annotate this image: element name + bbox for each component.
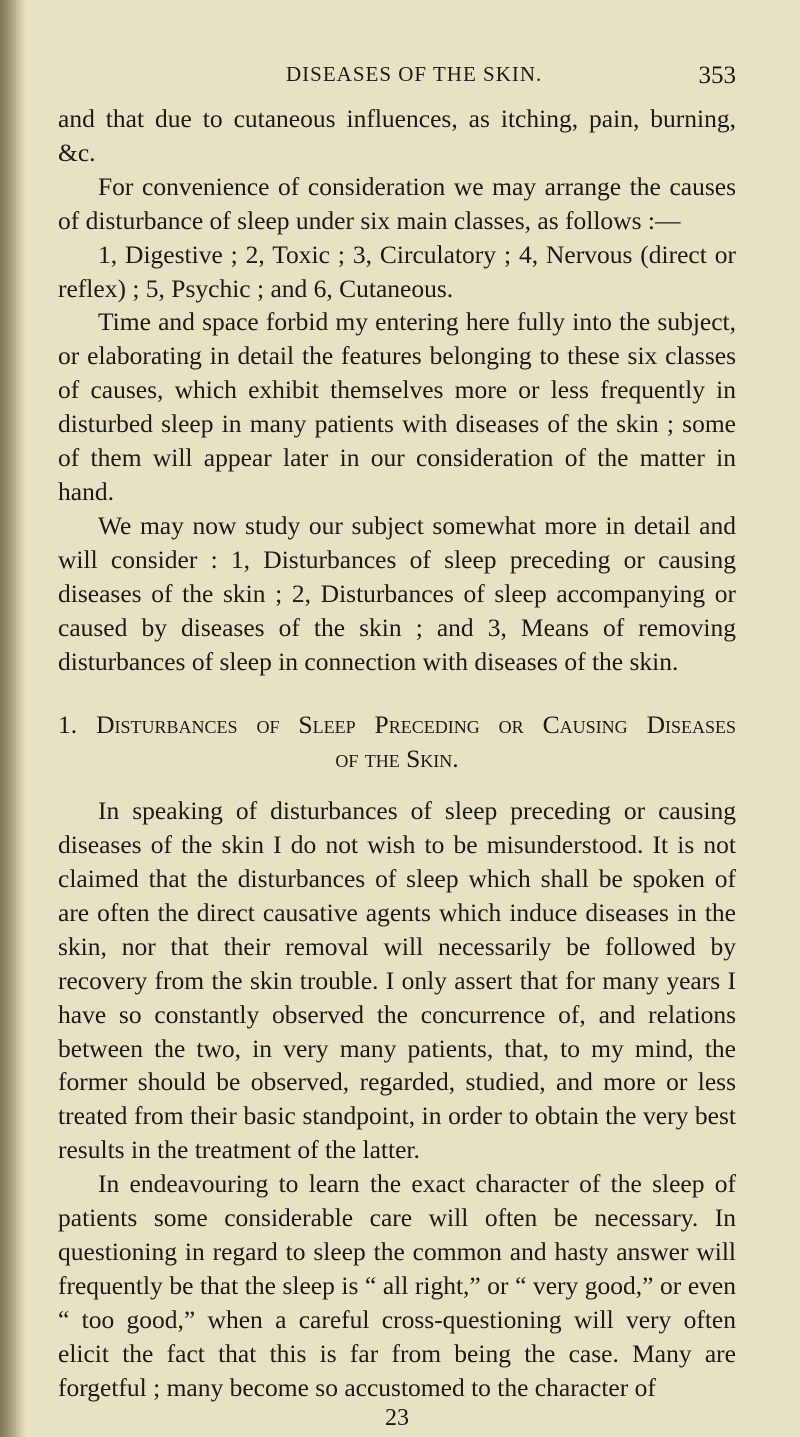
body-text-after bbox=[58, 794, 736, 1404]
paragraph: For convenience of consideration we may arrange the causes of disturbance of sleep under six main classes, as follows :— bbox=[58, 171, 736, 235]
running-title: DISEASES OF THE SKIN. bbox=[286, 62, 543, 86]
paragraph: In speaking of disturbances of sleep preceding or causing diseases of the skin I do not wish to be misunderstood. It is not claimed that the disturbances of sleep which shall be spoken of are often the direct causative agents which induce diseases in the skin, nor that their removal will necessarily be followed by recovery from the skin trouble. I only assert that for many years I have so constantly observed the concurrence of, and relations between the two, in very many patients, that, to my mind, the former should be observed, regarded, studied, and more or less treated from their basic standpoint, in order to obtain the very best results in the treatment of the latter. bbox=[58, 796, 736, 1165]
running-header bbox=[58, 62, 736, 102]
paragraph: Time and space forbid my entering here fully into the subject, or elaborating in detail the features belonging to these six classes of causes, which exhibit themselves more or less frequently in disturbed sleep in many patients with diseases of the skin ; some of them will appear later in our consideration of the matter in hand. bbox=[58, 307, 736, 506]
section-heading-line-2: of the Skin. bbox=[335, 744, 459, 774]
book-spine-shadow bbox=[0, 0, 26, 1437]
section-heading-line-1: 1. Disturbances of Sleep Preceding or Causing Diseases bbox=[58, 710, 736, 740]
body-text-before bbox=[58, 102, 736, 678]
paragraph: 1, Digestive ; 2, Toxic ; 3, Circulatory ; 4, Nervous (direct or reflex) ; 5, Psychic ; and 6, Cutaneous. bbox=[58, 239, 736, 303]
page-number: 353 bbox=[698, 62, 736, 89]
signature-mark: 23 bbox=[385, 1404, 409, 1431]
book-page bbox=[58, 62, 736, 1432]
paragraph: We may now study our subject somewhat more in detail and will consider : 1, Disturbances of sleep preceding or causing diseases of the skin ; 2, Disturbances of sleep accompanying or caused by diseases of the skin ; and 3, Means of removing disturbances of sleep in connection with diseases of the skin. bbox=[58, 510, 736, 676]
paragraph: In endeavouring to learn the exact character of the sleep of patients some considerable care will often be necessary. In questioning in regard to sleep the common and hasty answer will frequently be that the sleep is “ all right,” or “ very good,” or even “ too good,” when a careful cross-questioning will very often elicit the fact that this is far from being the case. Many are forgetful ; many become so accustomed to the character of bbox=[58, 1169, 736, 1402]
section-heading bbox=[58, 708, 736, 776]
paragraph: and that due to cutaneous influences, as itching, pain, burning, &c. bbox=[58, 104, 736, 167]
